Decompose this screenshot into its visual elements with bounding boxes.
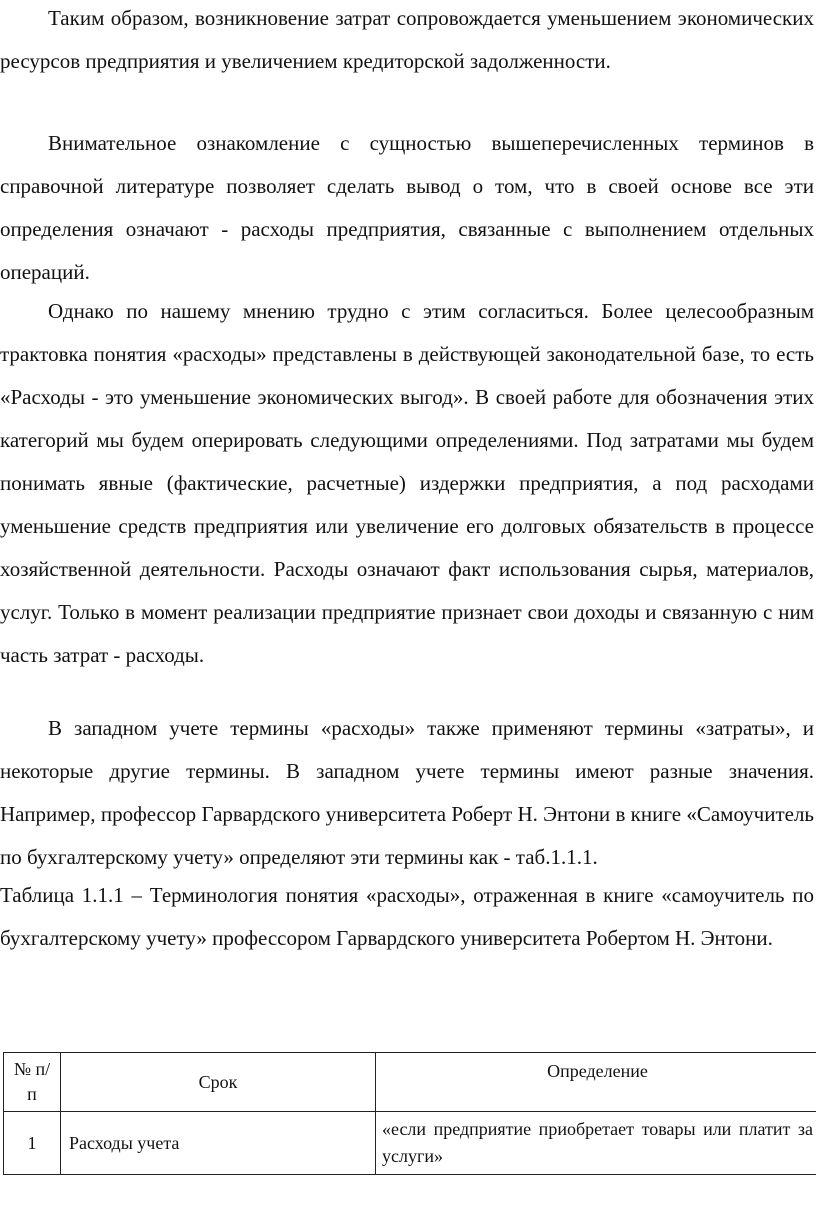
paragraph-4: В западном учете термины «расходы» также применяют термины «затраты», и некоторые другие термины. В западном учете термины имеют разные значения. Например, профессор Гарвардского университета Роберт Н. Энтони в книге «Самоучитель по бухгалтерскому учету» определяют эти термины как - таб.1.1.1.: [0, 716, 814, 869]
cell-definition: «если предприятие приобретает товары или платит за услуги»: [376, 1112, 816, 1175]
paragraph-1: Таким образом, возникновение затрат сопровождается уменьшением экономических ресурсов предприятия и увеличением кредиторской задолженности.: [0, 6, 814, 73]
table-caption: Таблица 1.1.1 – Терминология понятия «расходы», отраженная в книге «самоучитель по бухгалтерскому учету» профессором Гарвардского университета Робертом Н. Энтони.: [0, 883, 814, 950]
paragraph-3: Однако по нашему мнению трудно с этим согласиться. Более целесообразным трактовка понятия «расходы» представлены в действующей законодательной базе, то есть «Расходы - это уменьшение экономических выгод». В своей работе для обозначения этих категорий мы будем оперировать следующими определениями. Под затратами мы будем понимать явные (фактические, расчетные) издержки предприятия, а под расходами уменьшение средств предприятия или увеличение его долговых обязательств в процессе хозяйственной деятельности. Расходы означают факт использования сырья, материалов, услуг. Только в момент реализации предприятие признает свои доходы и связанную с ним часть затрат - расходы.: [0, 299, 814, 667]
header-num: № п/п: [4, 1053, 61, 1112]
cell-num: 1: [4, 1112, 61, 1175]
header-definition: Определение: [376, 1053, 816, 1112]
table-header-row: [4, 1053, 816, 1112]
table-row: [4, 1112, 816, 1175]
paragraph-2: Внимательное ознакомление с сущностью вышеперечисленных терминов в справочной литературе позволяет сделать вывод о том, что в своей основе все эти определения означают - расходы предприятия, связанные с выполнением отдельных операций.: [0, 131, 814, 284]
header-term: Срок: [61, 1053, 376, 1112]
cell-term: Расходы учета: [61, 1112, 376, 1175]
terminology-table: [3, 1052, 816, 1175]
